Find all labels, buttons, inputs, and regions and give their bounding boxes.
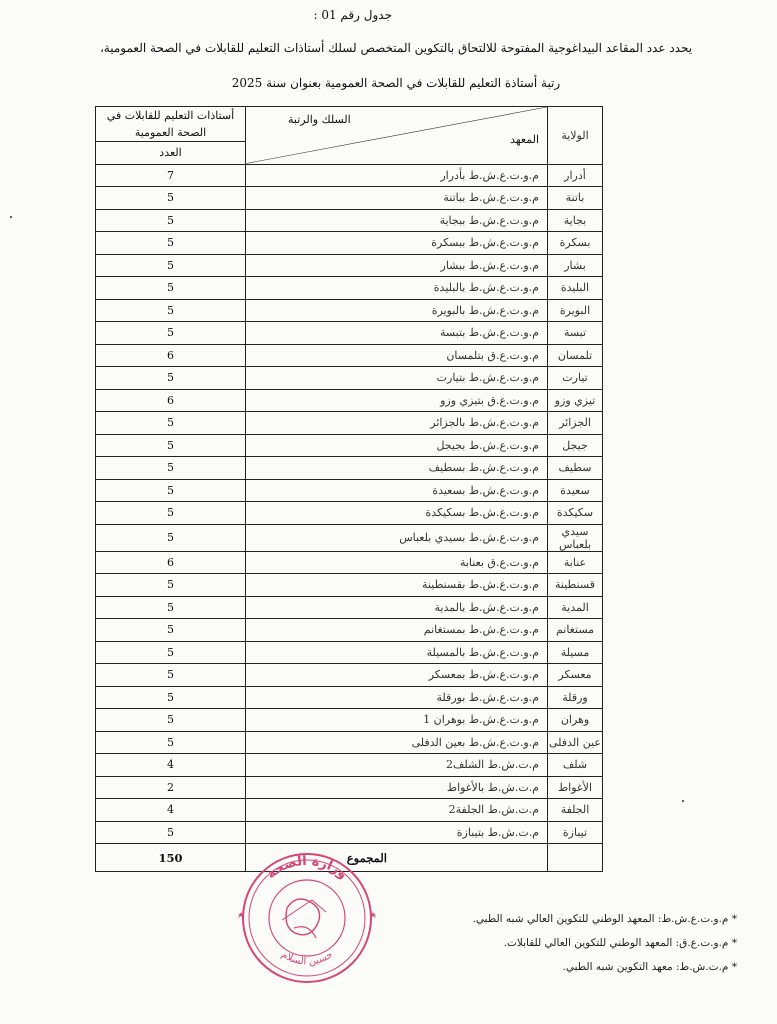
- table-row: [96, 821, 603, 844]
- cell-institute: م.و.ت.ع.ق بعنابة: [246, 551, 548, 574]
- cell-wilaya: مسيلة: [548, 641, 603, 664]
- header-institute: المعهد: [510, 133, 539, 146]
- cell-count: 6: [96, 389, 246, 412]
- cell-institute: م.و.ت.ع.ش.ط بباتنة: [246, 187, 548, 210]
- cell-wilaya: الجلفة: [548, 799, 603, 822]
- table-row: [96, 686, 603, 709]
- scan-speck: [10, 216, 12, 218]
- cell-wilaya: تبسة: [548, 322, 603, 345]
- cell-count: 7: [96, 164, 246, 187]
- cell-wilaya: وهران: [548, 709, 603, 732]
- cell-count: 5: [96, 502, 246, 525]
- intro-line-2: رتبة أستاذة التعليم للقابلات في الصحة العمومية بعنوان سنة 2025: [231, 76, 561, 90]
- footnote-2: * م.و.ت.ع.ق: المعهد الوطني للتكوين العالي للقابلات.: [503, 937, 737, 949]
- footnote-1: * م.و.ت.ع.ش.ط: المعهد الوطني للتكوين العالي شبه الطبي.: [472, 913, 737, 925]
- table-row: [96, 754, 603, 777]
- header-diagonal-cell: [246, 107, 548, 165]
- cell-wilaya: جيجل: [548, 434, 603, 457]
- cell-institute: م.و.ت.ع.ش.ط ببسكرة: [246, 232, 548, 255]
- table-row: [96, 731, 603, 754]
- cell-count: 5: [96, 641, 246, 664]
- table-row: [96, 187, 603, 210]
- cell-count: 5: [96, 434, 246, 457]
- cell-count: 5: [96, 524, 246, 551]
- table-row: [96, 209, 603, 232]
- cell-wilaya: أدرار: [548, 164, 603, 187]
- cell-wilaya: تيزي وزو: [548, 389, 603, 412]
- cell-count: 5: [96, 254, 246, 277]
- cell-wilaya: معسكر: [548, 664, 603, 687]
- cell-institute: م.و.ت.ع.ش.ط بسعيدة: [246, 479, 548, 502]
- cell-institute: م.و.ت.ع.ش.ط بجيجل: [246, 434, 548, 457]
- header-row: [96, 107, 603, 142]
- table-row: [96, 277, 603, 300]
- scan-speck: [682, 800, 684, 802]
- header-wilaya: الولاية: [548, 107, 603, 165]
- cell-count: 5: [96, 457, 246, 480]
- table-row: [96, 596, 603, 619]
- cell-count: 5: [96, 187, 246, 210]
- svg-text:وزارة الصحة: [264, 854, 350, 882]
- cell-institute: م.و.ت.ع.ش.ط بسيدي بلعباس: [246, 524, 548, 551]
- total-empty-cell: [548, 844, 603, 872]
- cell-institute: م.و.ت.ع.ش.ط بسطيف: [246, 457, 548, 480]
- cell-count: 5: [96, 299, 246, 322]
- cell-institute: م.و.ت.ع.ش.ط بمعسكر: [246, 664, 548, 687]
- cell-count: 4: [96, 754, 246, 777]
- cell-institute: م.و.ت.ع.ش.ط بعين الدفلى: [246, 731, 548, 754]
- table-row: [96, 389, 603, 412]
- table-row: [96, 254, 603, 277]
- cell-institute: م.و.ت.ع.ش.ط ببجاية: [246, 209, 548, 232]
- cell-wilaya: سكيكدة: [548, 502, 603, 525]
- cell-institute: م.ت.ش.ط الشلف2: [246, 754, 548, 777]
- cell-wilaya: عنابة: [548, 551, 603, 574]
- cell-wilaya: البويرة: [548, 299, 603, 322]
- cell-wilaya: باتنة: [548, 187, 603, 210]
- svg-text:حسين السلام: [279, 949, 335, 967]
- cell-count: 6: [96, 344, 246, 367]
- cell-count: 6: [96, 551, 246, 574]
- cell-wilaya: بشار: [548, 254, 603, 277]
- table-row: [96, 232, 603, 255]
- table-row: [96, 641, 603, 664]
- cell-count: 5: [96, 596, 246, 619]
- header-corps-rank: السلك والرتبة: [288, 113, 351, 126]
- cell-wilaya: ورقلة: [548, 686, 603, 709]
- table-row: [96, 344, 603, 367]
- cell-institute: م.و.ت.ع.ش.ط بالمسيلة: [246, 641, 548, 664]
- cell-institute: م.و.ت.ع.ش.ط بالمدية: [246, 596, 548, 619]
- cell-wilaya: مستغانم: [548, 619, 603, 642]
- cell-count: 5: [96, 367, 246, 390]
- table-row: [96, 551, 603, 574]
- cell-wilaya: سيدي بلعباس: [548, 524, 603, 551]
- cell-institute: م.و.ت.ع.ش.ط بالبويرة: [246, 299, 548, 322]
- table-row: [96, 709, 603, 732]
- cell-wilaya: تيبازة: [548, 821, 603, 844]
- cell-wilaya: الجزائر: [548, 412, 603, 435]
- cell-count: 5: [96, 731, 246, 754]
- table-row: [96, 799, 603, 822]
- cell-wilaya: قسنطينة: [548, 574, 603, 597]
- table-row: [96, 434, 603, 457]
- table-row: [96, 502, 603, 525]
- table-number: جدول رقم 01 :: [313, 8, 392, 22]
- official-stamp: [232, 848, 382, 988]
- cell-wilaya: تلمسان: [548, 344, 603, 367]
- cell-wilaya: تيارت: [548, 367, 603, 390]
- table-row: [96, 367, 603, 390]
- cell-count: 5: [96, 821, 246, 844]
- cell-count: 5: [96, 686, 246, 709]
- cell-institute: م.و.ت.ع.ش.ط بتبسة: [246, 322, 548, 345]
- table-row: [96, 574, 603, 597]
- total-count: 150: [96, 844, 246, 872]
- table-row: [96, 664, 603, 687]
- table-row: [96, 776, 603, 799]
- cell-count: 5: [96, 664, 246, 687]
- cell-institute: م.و.ت.ع.ش.ط ببشار: [246, 254, 548, 277]
- table-row: [96, 412, 603, 435]
- header-count-sub: العدد: [96, 142, 246, 165]
- cell-wilaya: المدية: [548, 596, 603, 619]
- table-row: [96, 619, 603, 642]
- stamp-text-bottom: حسين السلام: [279, 949, 335, 968]
- header-count-title: أستاذات التعليم للقابلات في الصحة العمومية: [96, 107, 246, 142]
- cell-institute: م.و.ت.ع.ش.ط بسكيكدة: [246, 502, 548, 525]
- cell-wilaya: سعيدة: [548, 479, 603, 502]
- cell-count: 5: [96, 619, 246, 642]
- cell-institute: م.و.ت.ع.ش.ط بقسنطينة: [246, 574, 548, 597]
- table-row: [96, 479, 603, 502]
- cell-institute: م.و.ت.ع.ش.ط بورقلة: [246, 686, 548, 709]
- cell-count: 5: [96, 322, 246, 345]
- cell-institute: م.و.ت.ع.ق بتيزي وزو: [246, 389, 548, 412]
- cell-count: 4: [96, 799, 246, 822]
- table-row: [96, 164, 603, 187]
- cell-wilaya: البليدة: [548, 277, 603, 300]
- cell-institute: م.ت.ش.ط بتيبازة: [246, 821, 548, 844]
- cell-count: 5: [96, 479, 246, 502]
- cell-institute: م.ت.ش.ط بالأغواط: [246, 776, 548, 799]
- intro-line-1: يحدد عدد المقاعد البيداغوجية المفتوحة للالتحاق بالتكوين المتخصص لسلك أستاذات التعليم للقابلات في الصحة العمومية،: [99, 41, 693, 55]
- cell-wilaya: بسكرة: [548, 232, 603, 255]
- cell-institute: م.و.ت.ع.ش.ط بمستغانم: [246, 619, 548, 642]
- cell-institute: م.و.ت.ع.ش.ط بوهران 1: [246, 709, 548, 732]
- table-row: [96, 457, 603, 480]
- cell-wilaya: بجاية: [548, 209, 603, 232]
- cell-wilaya: شلف: [548, 754, 603, 777]
- cell-wilaya: الأغواط: [548, 776, 603, 799]
- cell-institute: م.ت.ش.ط الجلفة2: [246, 799, 548, 822]
- cell-count: 5: [96, 232, 246, 255]
- cell-count: 5: [96, 412, 246, 435]
- seats-table: [95, 106, 603, 872]
- cell-count: 2: [96, 776, 246, 799]
- cell-count: 5: [96, 209, 246, 232]
- cell-wilaya: سطيف: [548, 457, 603, 480]
- cell-wilaya: عين الدفلى: [548, 731, 603, 754]
- total-label: المجموع: [246, 844, 548, 872]
- cell-count: 5: [96, 277, 246, 300]
- cell-count: 5: [96, 709, 246, 732]
- footnotes: [473, 907, 737, 979]
- table-row: [96, 524, 603, 551]
- table-row: [96, 299, 603, 322]
- stamp-text-top: وزارة الصحة: [264, 853, 350, 883]
- cell-count: 5: [96, 574, 246, 597]
- cell-institute: م.و.ت.ع.ش.ط بالبليدة: [246, 277, 548, 300]
- cell-institute: م.و.ت.ع.ش.ط بتيارت: [246, 367, 548, 390]
- cell-institute: م.و.ت.ع.ش.ط بأدرار: [246, 164, 548, 187]
- table-row: [96, 322, 603, 345]
- cell-institute: م.و.ت.ع.ق بتلمسان: [246, 344, 548, 367]
- cell-institute: م.و.ت.ع.ش.ط بالجزائر: [246, 412, 548, 435]
- footnote-3: * م.ت.ش.ط: معهد التكوين شبه الطبي.: [562, 961, 737, 973]
